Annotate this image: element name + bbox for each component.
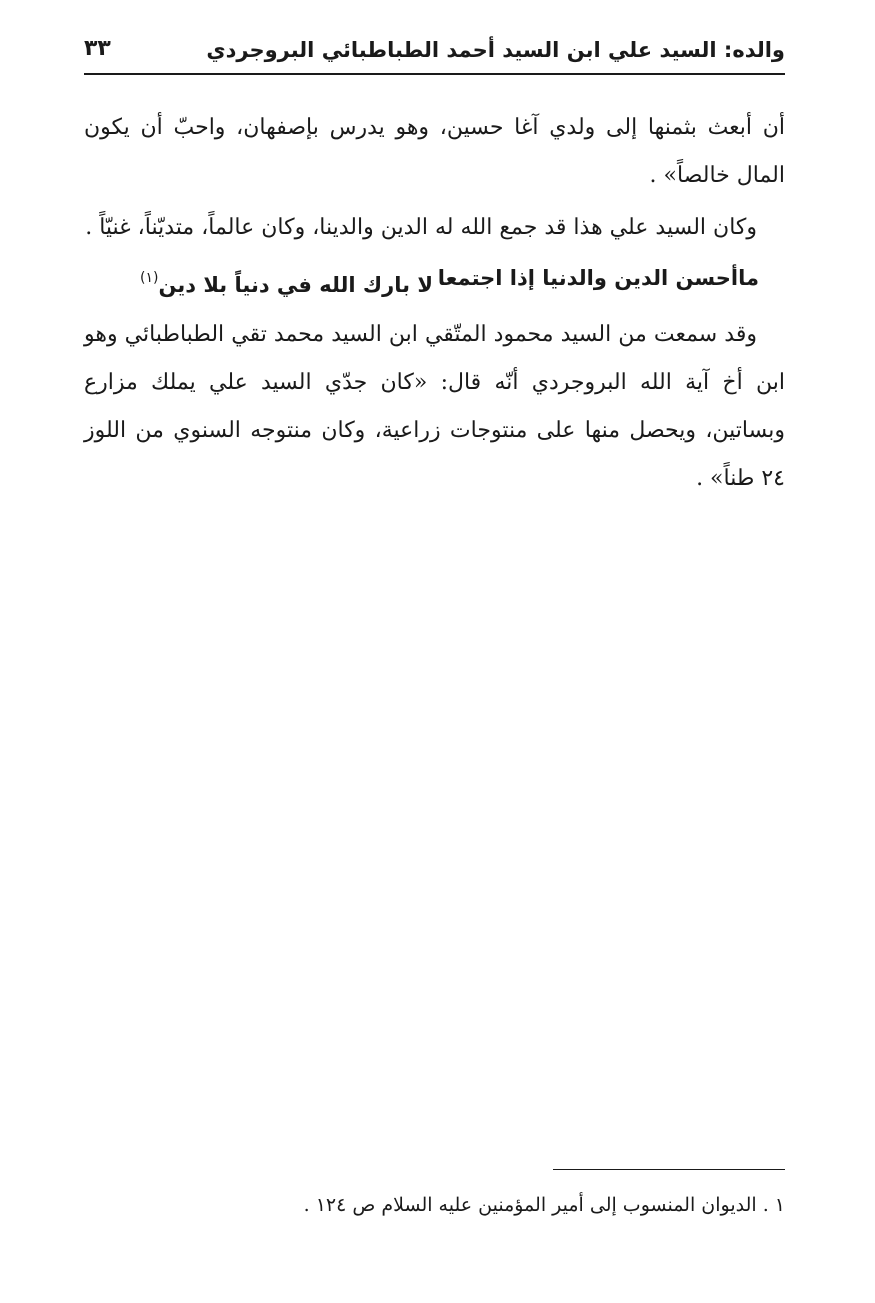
footnote-rule [553,1169,785,1170]
footnote-marker: (١) [140,270,159,286]
paragraph-continuation: أن أبعث بثمنها إلى ولدي آغا حسين، وهو يدرس بإصفهان، واحبّ أن يكون المال خالصاً» . [84,115,785,188]
verse-second-hemistich [140,254,433,309]
paragraph-sayyid-ali: وكان السيد علي هذا قد جمع الله له الدين والدينا، وكان عالماً، متديّناً، غنيّاً . [85,215,757,240]
page-number: ٣٣ [84,36,111,61]
main-text [84,104,785,503]
poetry-verse [84,254,785,309]
verse-second-hemistich-text: لا بارك الله في دنياً بلا دين [158,273,433,297]
running-header-title: والده: السيد علي ابن السيد أحمد الطباطبائي البروجردي [206,38,785,62]
running-header [84,34,785,74]
header-rule [84,73,785,75]
footnote: ١ . الديوان المنسوب إلى أمير المؤمنين عليه السلام ص ١٢٤ . [303,1194,785,1216]
paragraph-testimony: وقد سمعت من السيد محمود المتّقي ابن السيد محمد تقي الطباطبائي وهو ابن أخ آية الله البروجردي أنّه قال: «كان جدّي السيد علي يملك مزارع وبساتين، ويحصل منها على منتوجات زراعية، وكان منتوجه السنوي من اللوز ٢٤ طناً» . [84,322,785,491]
verse-first-hemistich: ماأحسن الدين والدنيا إذا اجتمعا [437,266,759,290]
